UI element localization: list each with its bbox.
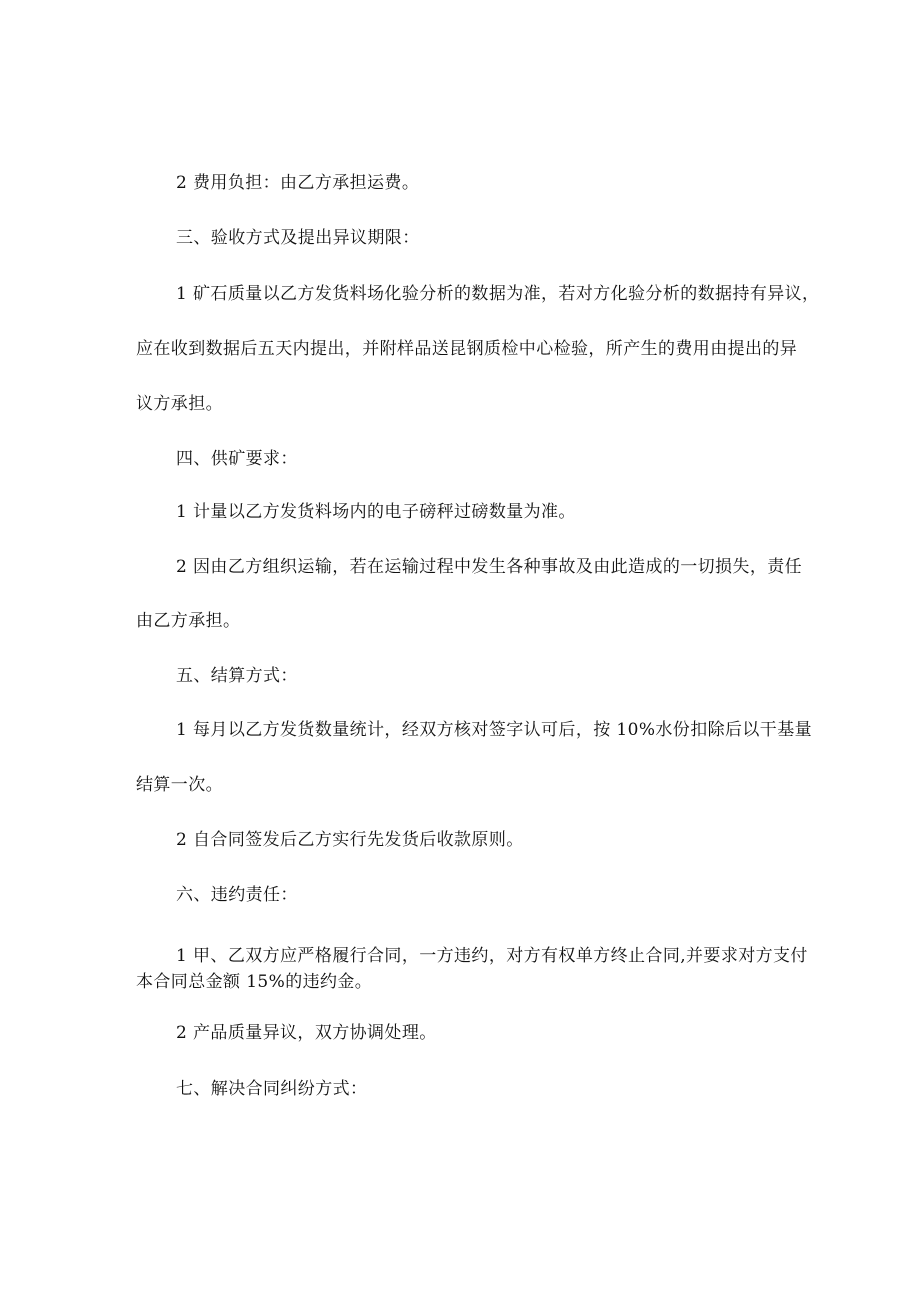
text-line: 结算一次。 <box>136 775 223 795</box>
text-line: 1 每月以乙方发货数量统计，经双方核对签字认可后，按 10%水份扣除后以干基量 <box>176 720 813 740</box>
section-heading: 三、验收方式及提出异议期限： <box>176 228 420 248</box>
text-line: 应在收到数据后五天内提出，并附样品送昆钢质检中心检验，所产生的费用由提出的异 <box>136 339 798 359</box>
text-line: 2 自合同签发后乙方实行先发货后收款原则。 <box>176 830 524 850</box>
text-line: 本合同总金额 15%的违约金。 <box>136 972 373 992</box>
text-line: 2 产品质量异议，双方协调处理。 <box>176 1023 437 1043</box>
section-heading: 五、结算方式： <box>176 666 298 686</box>
text-line: 由乙方承担。 <box>136 611 241 631</box>
section-heading: 六、违约责任： <box>176 885 298 905</box>
section-heading: 七、解决合同纠纷方式： <box>176 1079 368 1099</box>
text-line: 2 费用负担：由乙方承担运费。 <box>176 173 420 193</box>
text-line: 2 因由乙方组织运输，若在运输过程中发生各种事故及由此造成的一切损失，责任 <box>176 557 803 577</box>
section-heading: 四、供矿要求： <box>176 449 298 469</box>
text-line: 1 计量以乙方发货料场内的电子磅秤过磅数量为准。 <box>176 502 576 522</box>
text-line: 议方承担。 <box>136 394 223 414</box>
text-line: 1 甲、乙双方应严格履行合同，一方违约，对方有权单方终止合同,并要求对方支付 <box>176 946 808 966</box>
text-line: 1 矿石质量以乙方发货料场化验分析的数据为准，若对方化验分析的数据持有异议， <box>176 284 820 304</box>
